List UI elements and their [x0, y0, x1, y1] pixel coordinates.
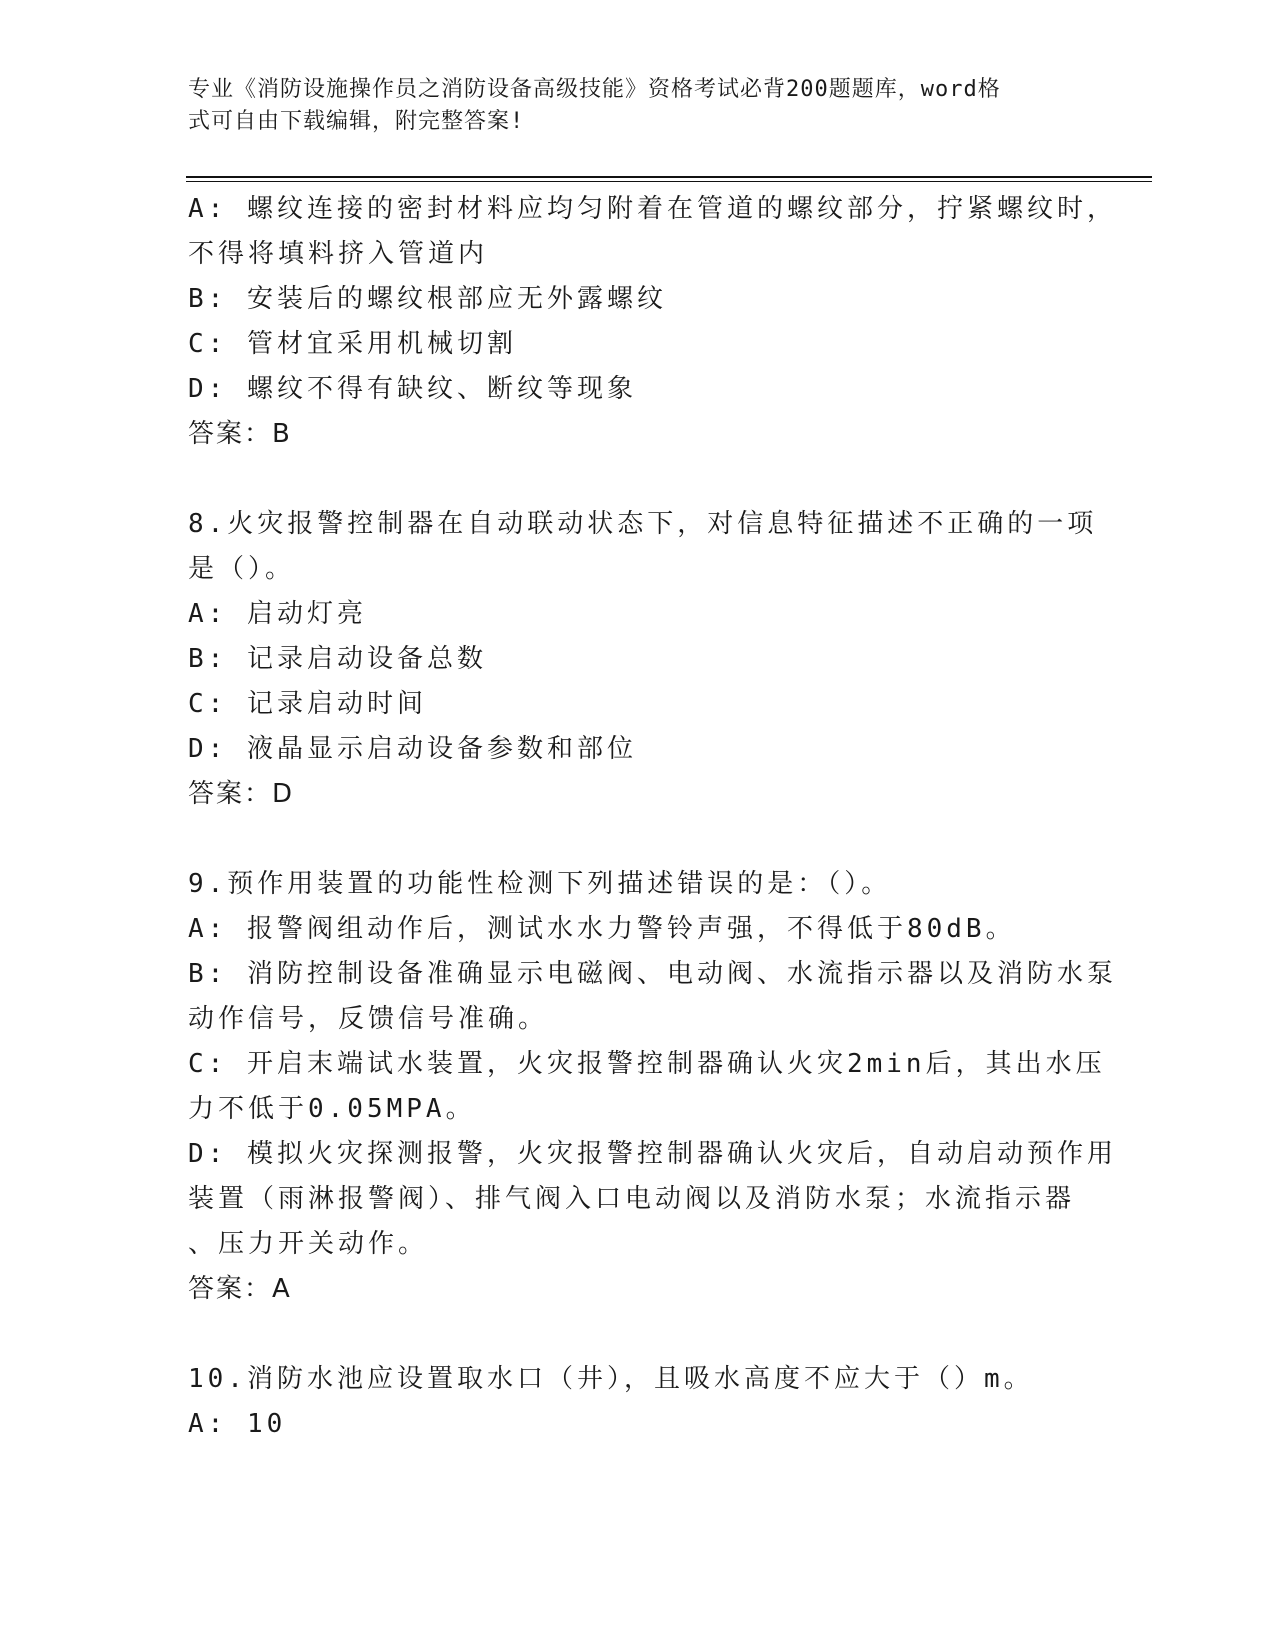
q9-option-b-line-1: B: 消防控制设备准确显示电磁阀、电动阀、水流指示器以及消防水泵	[188, 959, 1117, 989]
header-line-2: 式可自由下载编辑，附完整答案!	[188, 109, 525, 134]
q7-option-a-line-2: 不得将填料挤入管道内	[188, 239, 489, 269]
document-header	[188, 74, 1068, 138]
q8-stem-line-2: 是（）。	[188, 554, 296, 584]
header-divider-thin	[186, 181, 1152, 182]
q8-option-a: A: 启动灯亮	[188, 599, 367, 629]
q8-option-c: C: 记录启动时间	[188, 689, 427, 719]
q9-option-c-line-1: C: 开启末端试水装置，火灾报警控制器确认火灾2min后，其出水压	[188, 1049, 1106, 1079]
header-divider-thick	[186, 176, 1152, 178]
q9-option-c-line-2: 力不低于0.05MPA。	[188, 1094, 476, 1124]
q9-option-d-line-1: D: 模拟火灾探测报警，火灾报警控制器确认火灾后，自动启动预作用	[188, 1139, 1117, 1169]
q9-stem: 9.预作用装置的功能性检测下列描述错误的是：（）。	[188, 869, 892, 899]
q9-answer: 答案：A	[188, 1274, 292, 1304]
q7-option-d: D: 螺纹不得有缺纹、断纹等现象	[188, 374, 637, 404]
q10-stem: 10.消防水池应设置取水口（井），且吸水高度不应大于（）m。	[188, 1364, 1034, 1394]
q8-option-b: B: 记录启动设备总数	[188, 644, 487, 674]
q8-stem-line-1: 8.火灾报警控制器在自动联动状态下，对信息特征描述不正确的一项	[188, 509, 1098, 539]
q7-option-b: B: 安装后的螺纹根部应无外露螺纹	[188, 284, 667, 314]
q7-option-a-line-1: A: 螺纹连接的密封材料应均匀附着在管道的螺纹部分，拧紧螺纹时，	[188, 194, 1117, 224]
q9-option-d-line-3: 、压力开关动作。	[188, 1229, 429, 1259]
header-line-1: 专业《消防设施操作员之消防设备高级技能》资格考试必背200题题库，word格	[188, 77, 1001, 102]
q9-option-d-line-2: 装置（雨淋报警阀）、排气阀入口电动阀以及消防水泵；水流指示器	[188, 1184, 1076, 1214]
q7-answer: 答案：B	[188, 419, 292, 449]
q9-option-a: A: 报警阀组动作后，测试水水力警铃声强，不得低于80dB。	[188, 914, 1016, 944]
q8-option-d: D: 液晶显示启动设备参数和部位	[188, 734, 637, 764]
q7-option-c: C: 管材宜采用机械切割	[188, 329, 517, 359]
q9-option-b-line-2: 动作信号，反馈信号准确。	[188, 1004, 549, 1034]
q8-answer: 答案：D	[188, 779, 295, 809]
q10-option-a: A: 10	[188, 1409, 287, 1439]
